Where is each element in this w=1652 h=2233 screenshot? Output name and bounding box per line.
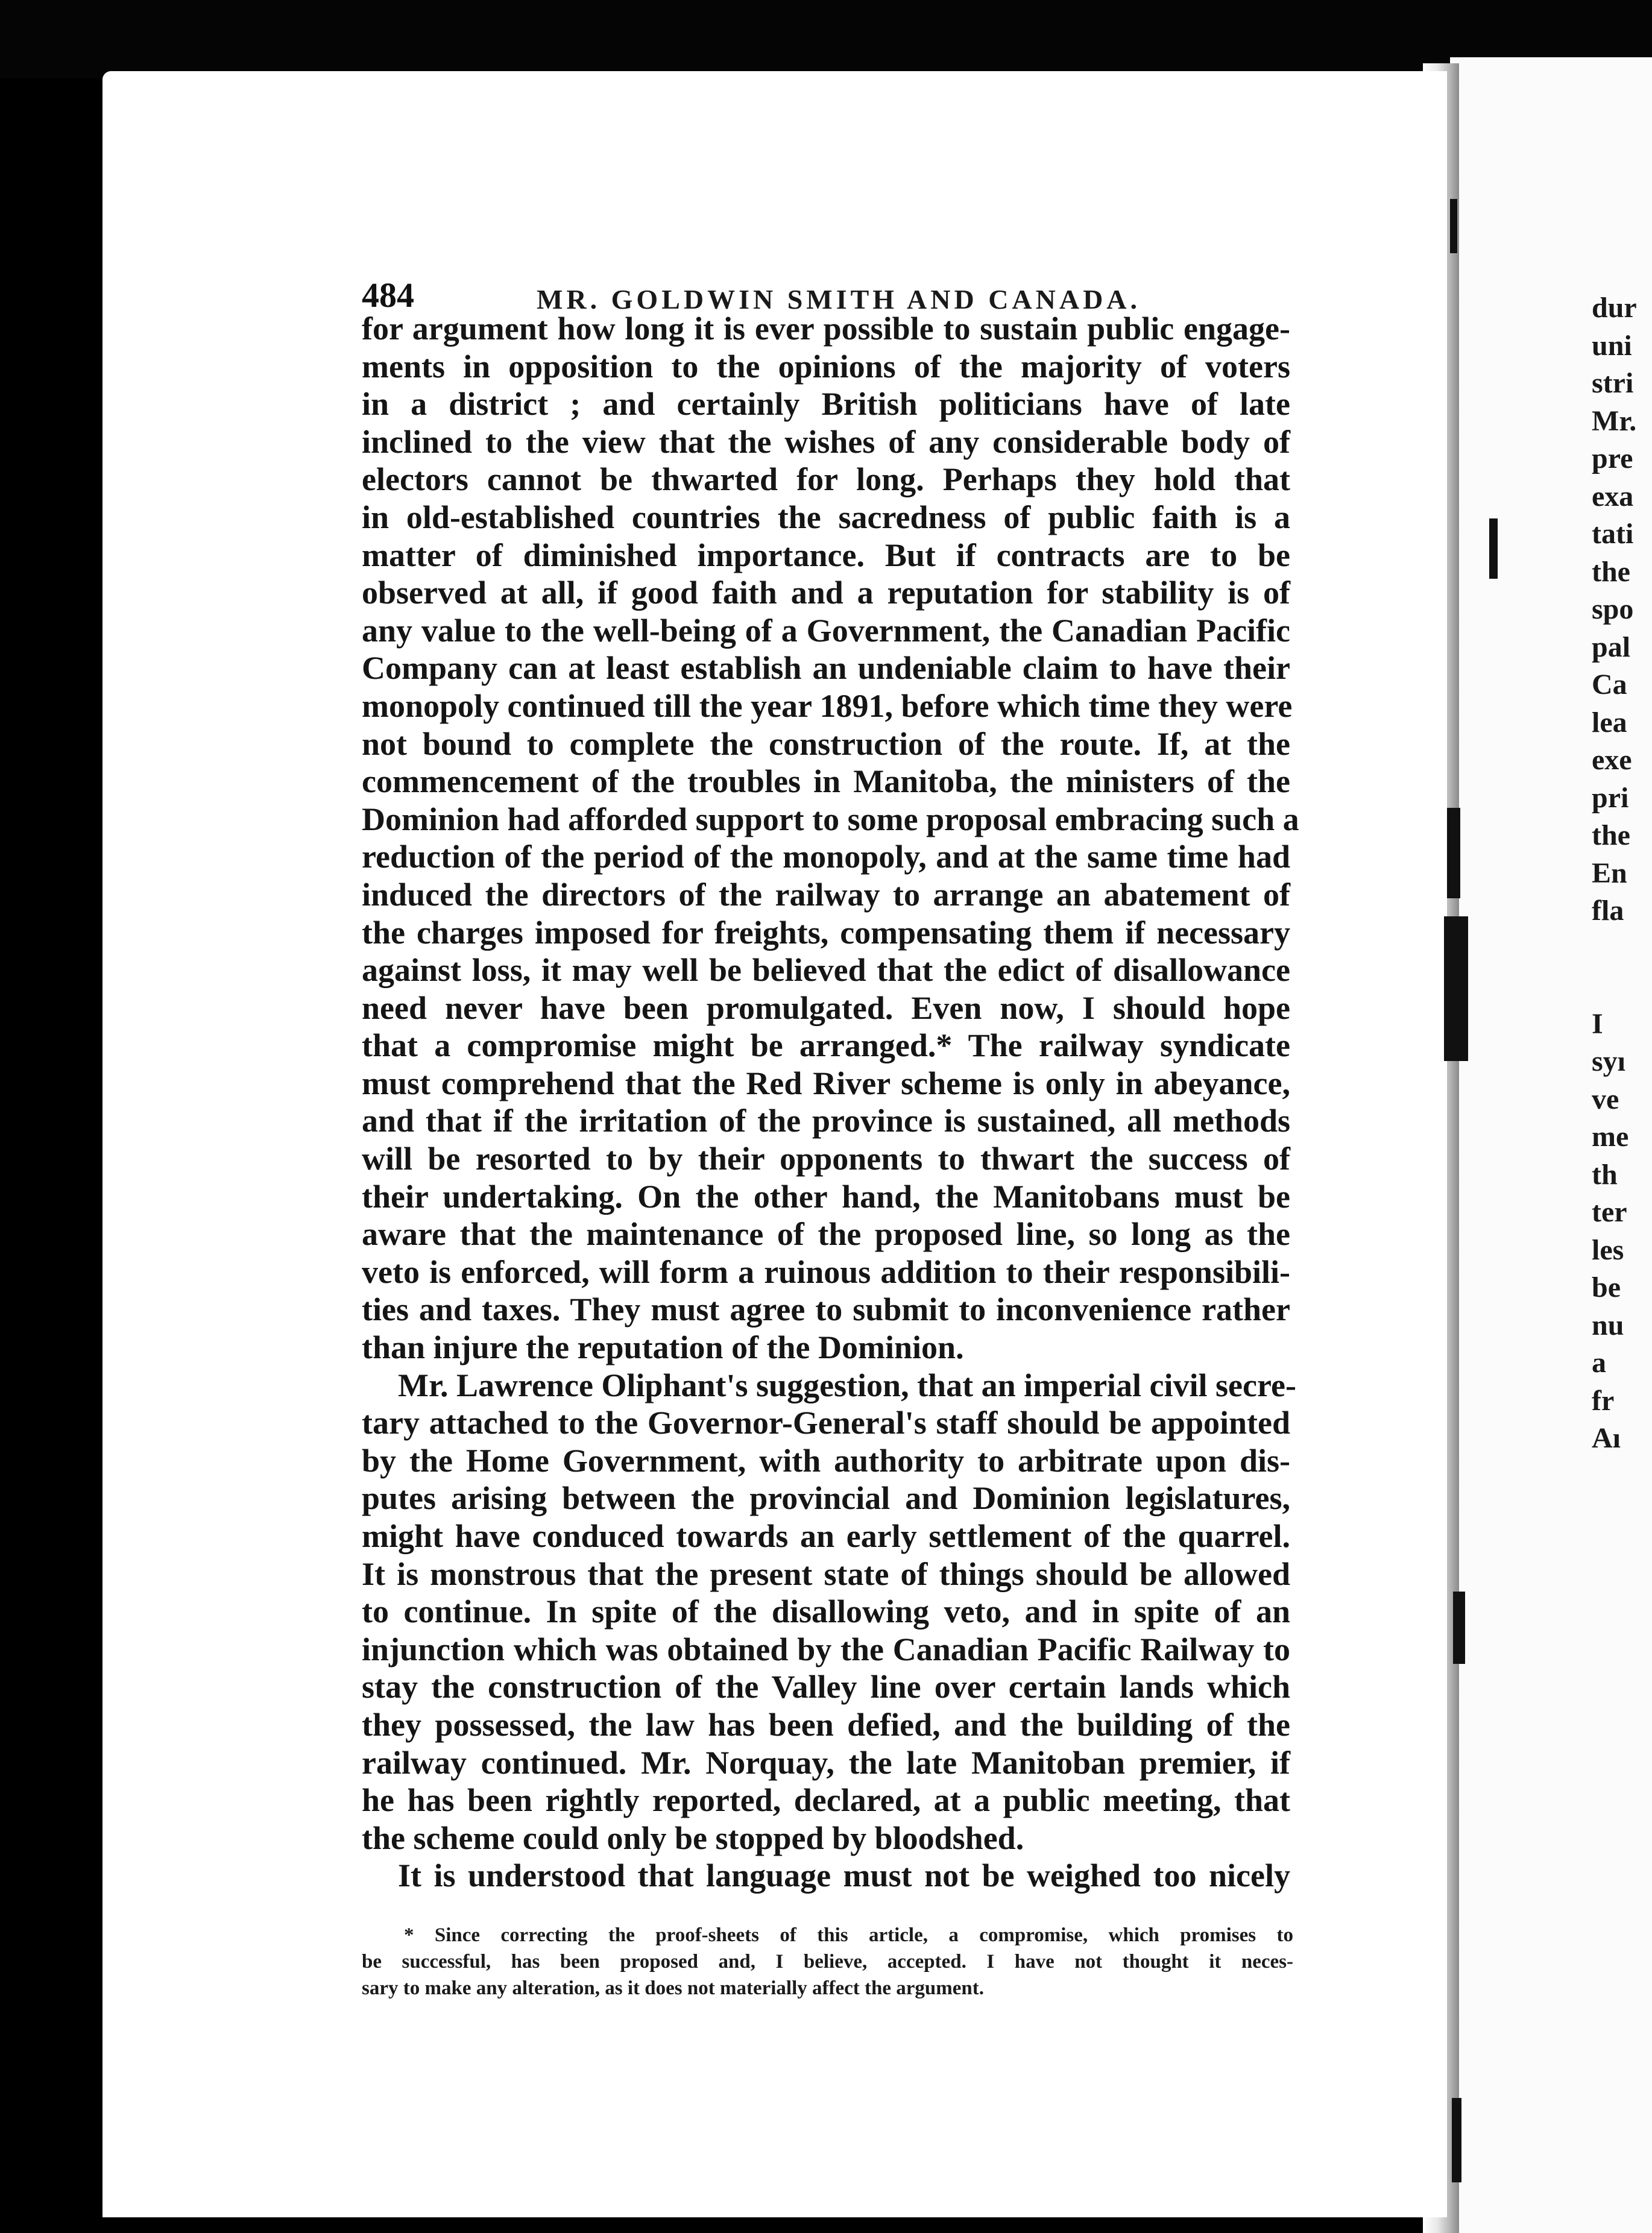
binding-mark: [1450, 199, 1457, 253]
facing-page-fragment: lea: [1592, 706, 1627, 739]
facing-page-fragment: ter: [1592, 1196, 1627, 1228]
body-line: monopoly continued till the year 1891, before which time they were: [362, 687, 1293, 724]
facing-page-fragment: Mr.: [1592, 405, 1637, 437]
scan-top-border: [0, 0, 1652, 78]
body-line: railway continued. Mr. Norquay, the late Manitoban premier, if: [362, 1744, 1290, 1781]
facing-page-fragment: exa: [1592, 480, 1634, 512]
facing-page-fragment: th: [1592, 1158, 1618, 1191]
body-line: stay the construction of the Valley line over certain lands which: [362, 1669, 1290, 1705]
body-line: tary attached to the Governor-General's staff should be appointed: [362, 1405, 1290, 1441]
body-line: in a district ; and certainly British politicians have of late: [362, 386, 1290, 423]
body-line: Dominion had afforded support to some proposal embracing such a: [362, 801, 1299, 837]
body-line: inclined to the view that the wishes of any considerable body of: [362, 423, 1290, 460]
body-line: will be resorted to by their opponents to thwart the success of: [362, 1141, 1290, 1177]
facing-page-fragment: [1592, 968, 1637, 1006]
body-line: induced the directors of the railway to arrange an abatement of: [362, 876, 1290, 913]
body-line: and that if the irritation of the province is sustained, all methods: [362, 1103, 1290, 1139]
body-line: for argument how long it is ever possible to sustain public engage-: [362, 310, 1290, 347]
body-line: their undertaking. On the other hand, the Manitobans must be: [362, 1178, 1290, 1215]
facing-page-fragment: Ca: [1592, 669, 1627, 701]
body-line: need never have been promulgated. Even now, I should hope: [362, 989, 1290, 1026]
body-line: observed at all, if good faith and a reputation for stability is of: [362, 575, 1290, 611]
body-line: veto is enforced, will form a ruinous addition to their responsibili-: [362, 1253, 1290, 1290]
body-line: electors cannot be thwarted for long. Perhaps they hold that: [362, 461, 1290, 498]
facing-page-fragment: spo: [1592, 593, 1634, 625]
page-number: 484: [362, 276, 414, 315]
facing-page-fragment: pri: [1592, 781, 1629, 814]
facing-page-fragment: ve: [1592, 1083, 1619, 1115]
body-line: matter of diminished importance. But if contracts are to be: [362, 537, 1290, 573]
facing-page-fragment: [1592, 930, 1637, 968]
body-line: Company can at least establish an undeniable claim to have their: [362, 650, 1290, 687]
body-line: they possessed, the law has been defied, and the building of the: [362, 1706, 1290, 1743]
facing-page-fragment: the: [1592, 819, 1630, 851]
facing-page-fragment: Aı: [1592, 1422, 1621, 1454]
facing-page-text-fragments: [1592, 289, 1637, 1458]
footnote-line: sary to make any alteration, as it does not materially affect the argument.: [362, 1977, 984, 1999]
footnote-line: be successful, has been proposed and, I believe, accepted. I have not thought it neces-: [362, 1951, 1293, 1973]
body-line: ties and taxes. They must agree to submit to inconvenience rather: [362, 1291, 1290, 1328]
body-line: aware that the maintenance of the proposed line, so long as the: [362, 1216, 1290, 1253]
facing-page-fragment: tati: [1592, 518, 1634, 550]
facing-page-fragment: fr: [1592, 1384, 1615, 1417]
body-line: the scheme could only be stopped by bloodshed.: [362, 1819, 1024, 1856]
facing-page-fragment: les: [1592, 1233, 1624, 1266]
body-line: Mr. Lawrence Oliphant's suggestion, that an imperial civil secre-: [398, 1367, 1296, 1403]
facing-page-fragment: be: [1592, 1271, 1621, 1303]
facing-page-fragment: pre: [1592, 443, 1633, 474]
body-line: It is monstrous that the present state of things should be allowed: [362, 1555, 1290, 1592]
binding-mark: [1489, 518, 1498, 579]
body-line: must comprehend that the Red River scheme is only in abeyance,: [362, 1065, 1290, 1101]
body-line: reduction of the period of the monopoly, and at the same time had: [362, 839, 1290, 875]
body-line: any value to the well-being of a Government, the Canadian Pacific: [362, 612, 1290, 649]
binding-mark: [1447, 808, 1460, 898]
body-line: than injure the reputation of the Dominion.: [362, 1329, 964, 1366]
facing-page-fragment: pal: [1592, 631, 1631, 663]
binding-mark: [1444, 916, 1468, 1061]
facing-page-fragment: exe: [1592, 744, 1632, 776]
body-line: that a compromise might be arranged.* The railway syndicate: [362, 1027, 1290, 1064]
binding-mark: [1453, 1592, 1465, 1664]
facing-page-fragment: fla: [1592, 895, 1624, 927]
facing-page-fragment: stri: [1592, 367, 1634, 399]
footnote-line: * Since correcting the proof-sheets of this article, a compromise, which promises to: [404, 1924, 1293, 1946]
body-line: the charges imposed for freights, compensating them if necessary: [362, 914, 1290, 951]
facing-page-fragment: uni: [1592, 329, 1632, 362]
body-line: It is understood that language must not be weighed too nicely: [398, 1857, 1290, 1894]
facing-page-fragment: the: [1592, 555, 1630, 588]
body-text: [362, 310, 1299, 1895]
body-line: he has been rightly reported, declared, at a public meeting, that: [362, 1782, 1290, 1819]
body-line: might have conduced towards an early settlement of the quarrel.: [362, 1518, 1290, 1554]
binding-mark: [1452, 2098, 1461, 2182]
body-line: putes arising between the provincial and Dominion legislatures,: [362, 1480, 1290, 1517]
facing-page-fragment: I: [1592, 1007, 1603, 1040]
body-line: not bound to complete the construction of the route. If, at the: [362, 725, 1290, 762]
body-line: ments in opposition to the opinions of the majority of voters: [362, 348, 1290, 385]
body-line: commencement of the troubles in Manitoba, the ministers of the: [362, 763, 1290, 800]
facing-page-fragment: dur: [1592, 292, 1637, 324]
body-line: in old-established countries the sacredness of public faith is a: [362, 499, 1290, 535]
body-line: by the Home Government, with authority to arbitrate upon dis-: [362, 1442, 1290, 1479]
body-line: to continue. In spite of the disallowing veto, and in spite of an: [362, 1593, 1290, 1630]
body-line: injunction which was obtained by the Canadian Pacific Railway to: [362, 1631, 1290, 1668]
running-head: MR. GOLDWIN SMITH AND CANADA.: [537, 284, 1141, 315]
facing-page-fragment: nu: [1592, 1309, 1624, 1341]
footnote: [362, 1922, 1293, 2002]
facing-page-fragment: a: [1592, 1347, 1606, 1379]
facing-page-fragment: me: [1592, 1121, 1629, 1153]
facing-page-fragment: syı: [1592, 1045, 1626, 1077]
facing-page-fragment: En: [1592, 857, 1627, 889]
body-line: against loss, it may well be believed that the edict of disallowance: [362, 952, 1290, 989]
